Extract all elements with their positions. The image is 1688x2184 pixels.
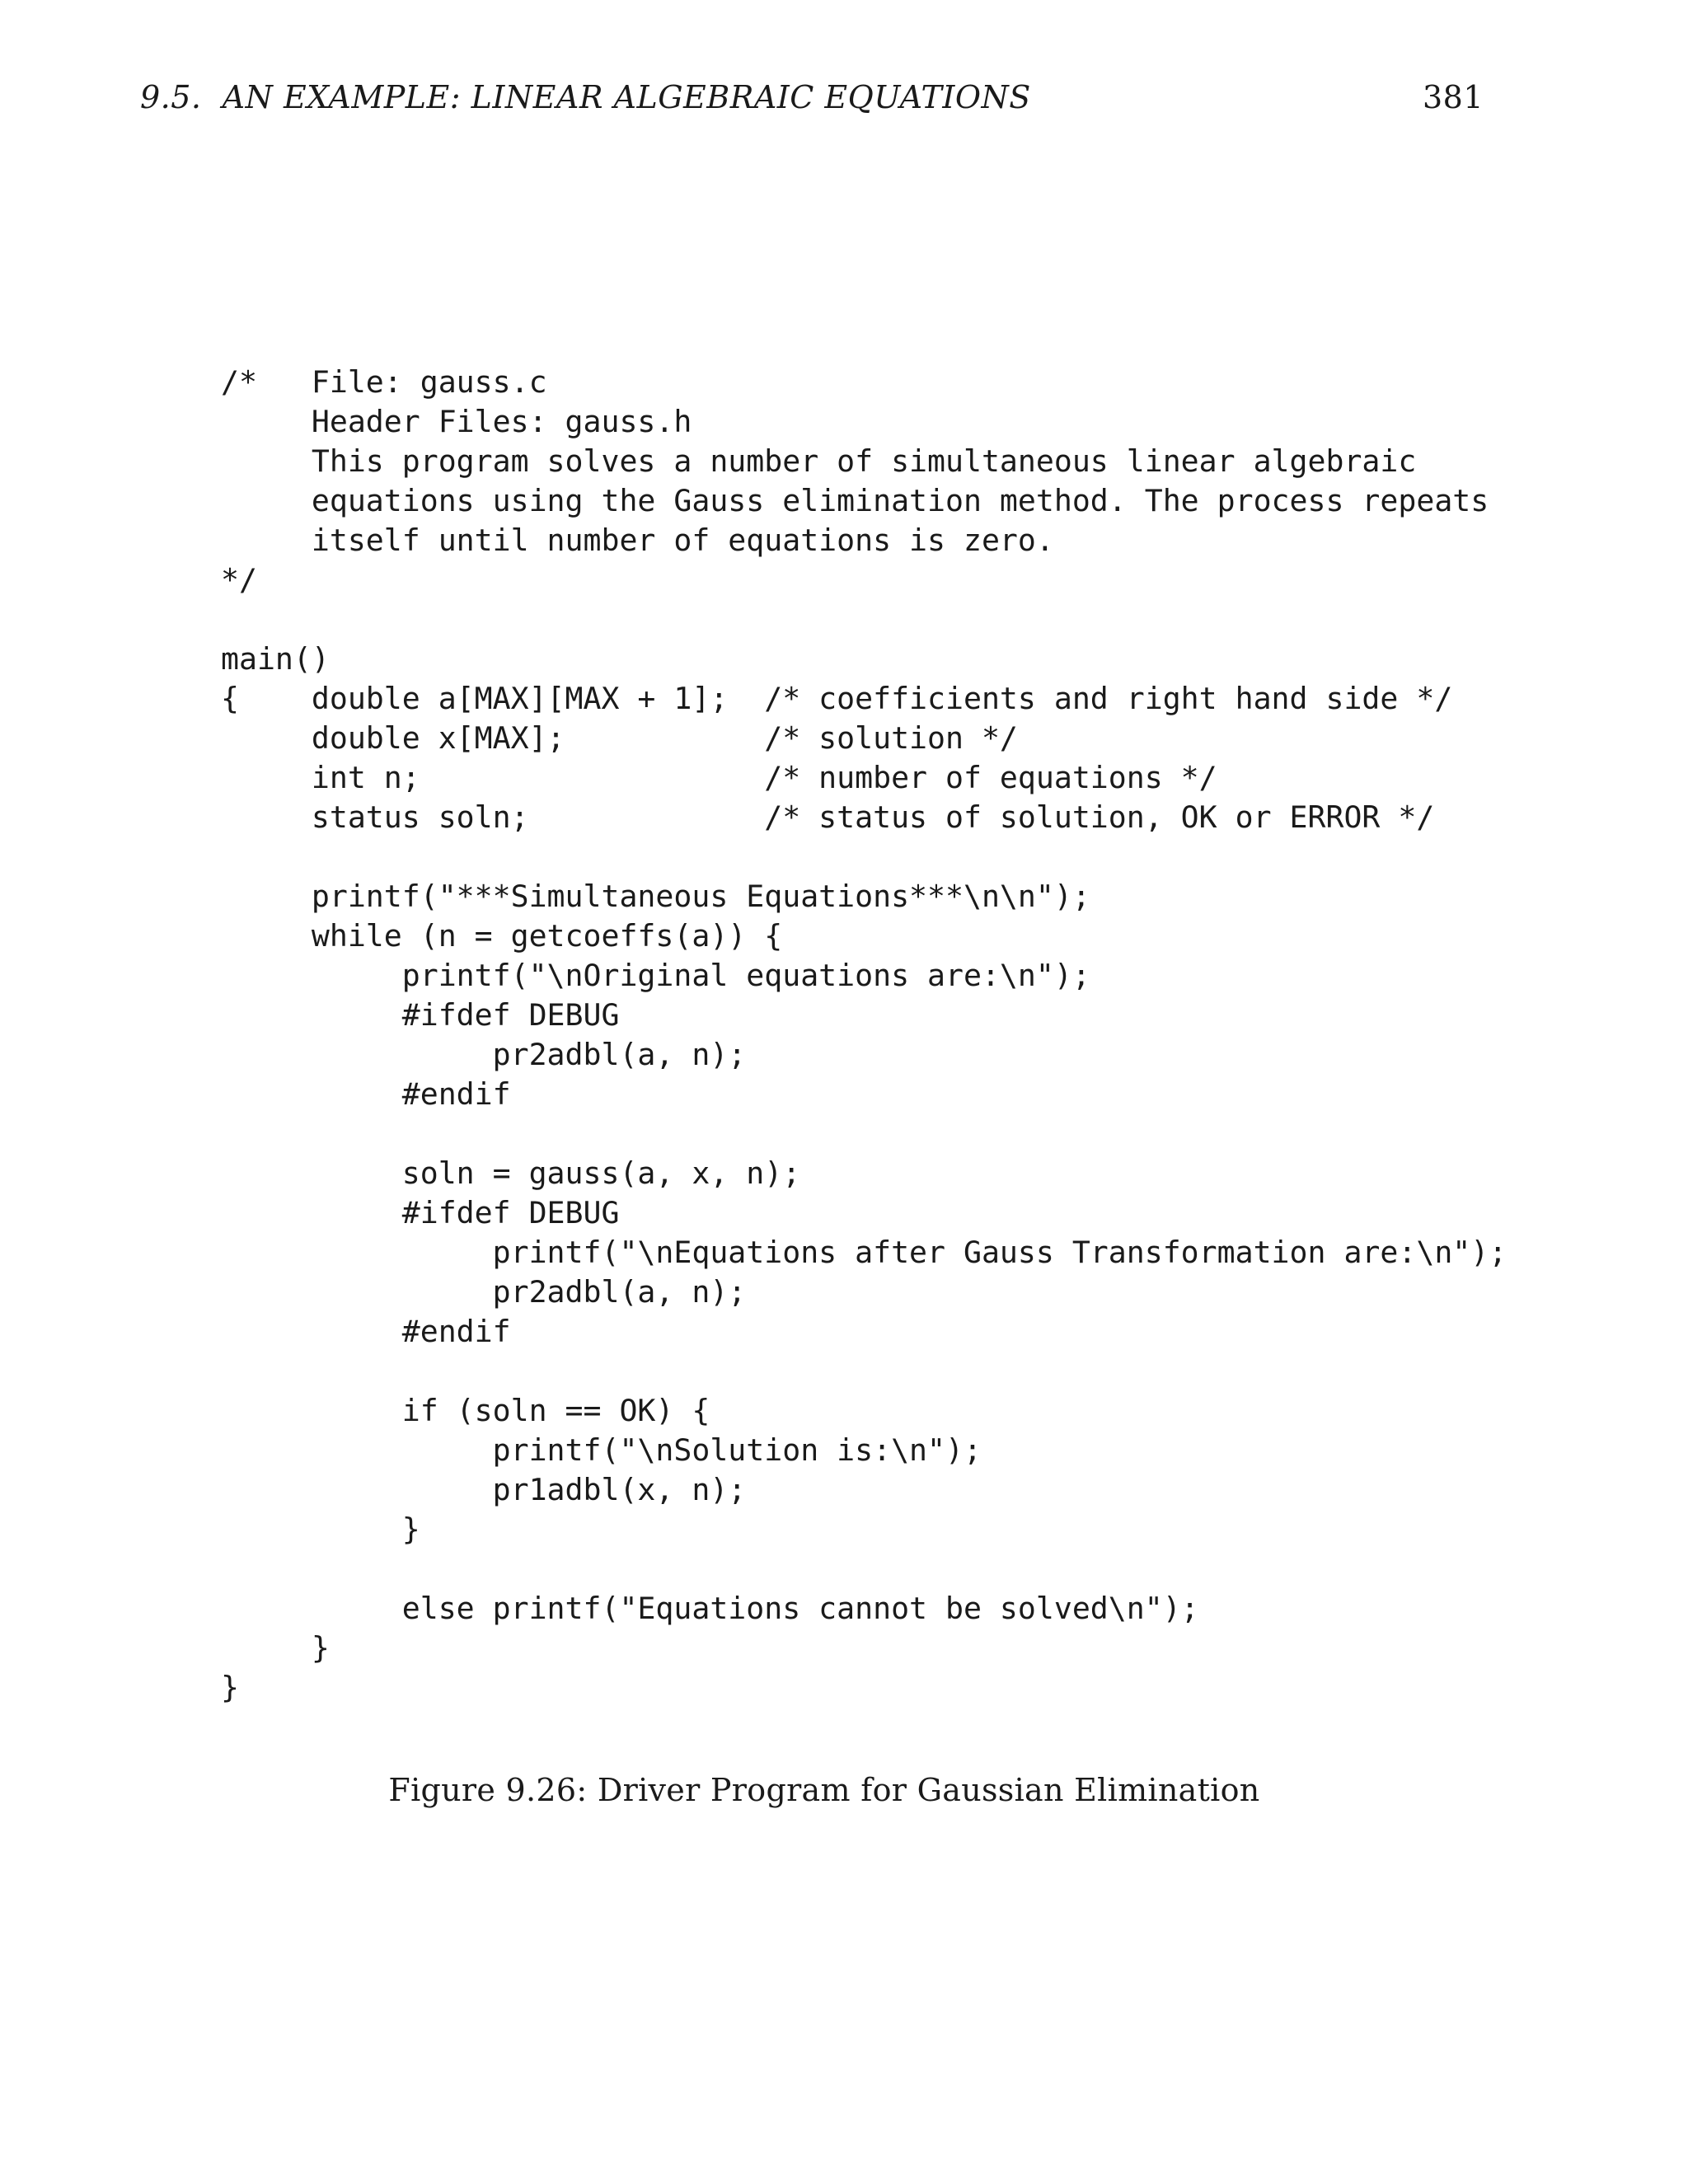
code-line: } xyxy=(221,1511,420,1547)
code-line: printf("\nEquations after Gauss Transformation are:\n"); xyxy=(221,1235,1507,1270)
code-line: printf("***Simultaneous Equations***\n\n"); xyxy=(221,879,1090,914)
code-line: while (n = getcoeffs(a)) { xyxy=(221,918,783,954)
code-line: #endif xyxy=(221,1314,511,1349)
code-line: else printf("Equations cannot be solved\n"); xyxy=(221,1591,1199,1626)
code-line-blank xyxy=(221,1549,1507,1589)
code-line: #ifdef DEBUG xyxy=(221,1195,620,1230)
code-line: equations using the Gauss elimination method. The process repeats xyxy=(221,483,1489,518)
code-line: /* File: gauss.c xyxy=(221,364,547,400)
code-line-blank xyxy=(221,1114,1507,1154)
code-line: printf("\nSolution is:\n"); xyxy=(221,1432,982,1468)
code-line: { double a[MAX][MAX + 1]; /* coefficients and right hand side */ xyxy=(221,681,1453,716)
code-line: */ xyxy=(221,562,257,598)
code-line: } xyxy=(221,1630,330,1666)
code-line: } xyxy=(221,1670,239,1705)
code-line: int n; /* number of equations */ xyxy=(221,760,1217,795)
running-head xyxy=(140,79,1484,125)
code-line: pr2adbl(a, n); xyxy=(221,1274,747,1310)
code-line: main() xyxy=(221,641,330,677)
code-line: double x[MAX]; /* solution */ xyxy=(221,720,1018,756)
code-line-blank xyxy=(221,600,1507,640)
code-line: Header Files: gauss.h xyxy=(221,404,692,439)
figure-caption: Figure 9.26: Driver Program for Gaussian Elimination xyxy=(388,1772,1260,1808)
code-line: status soln; /* status of solution, OK or ERROR */ xyxy=(221,799,1435,835)
code-line: #ifdef DEBUG xyxy=(221,997,620,1033)
code-line: if (soln == OK) { xyxy=(221,1393,710,1428)
code-line: #endif xyxy=(221,1076,511,1112)
code-line: printf("\nOriginal equations are:\n"); xyxy=(221,958,1090,993)
code-line: This program solves a number of simultaneous linear algebraic xyxy=(221,443,1417,479)
code-listing xyxy=(221,363,1507,1708)
code-line: pr2adbl(a, n); xyxy=(221,1037,747,1072)
code-line: itself until number of equations is zero. xyxy=(221,523,1054,558)
page-number: 381 xyxy=(1422,79,1484,115)
code-line: pr1adbl(x, n); xyxy=(221,1472,747,1507)
code-line-blank xyxy=(221,1352,1507,1391)
code-line: soln = gauss(a, x, n); xyxy=(221,1155,801,1191)
code-line-blank xyxy=(221,837,1507,877)
running-head-title: 9.5. AN EXAMPLE: LINEAR ALGEBRAIC EQUATIONS xyxy=(140,79,1031,115)
